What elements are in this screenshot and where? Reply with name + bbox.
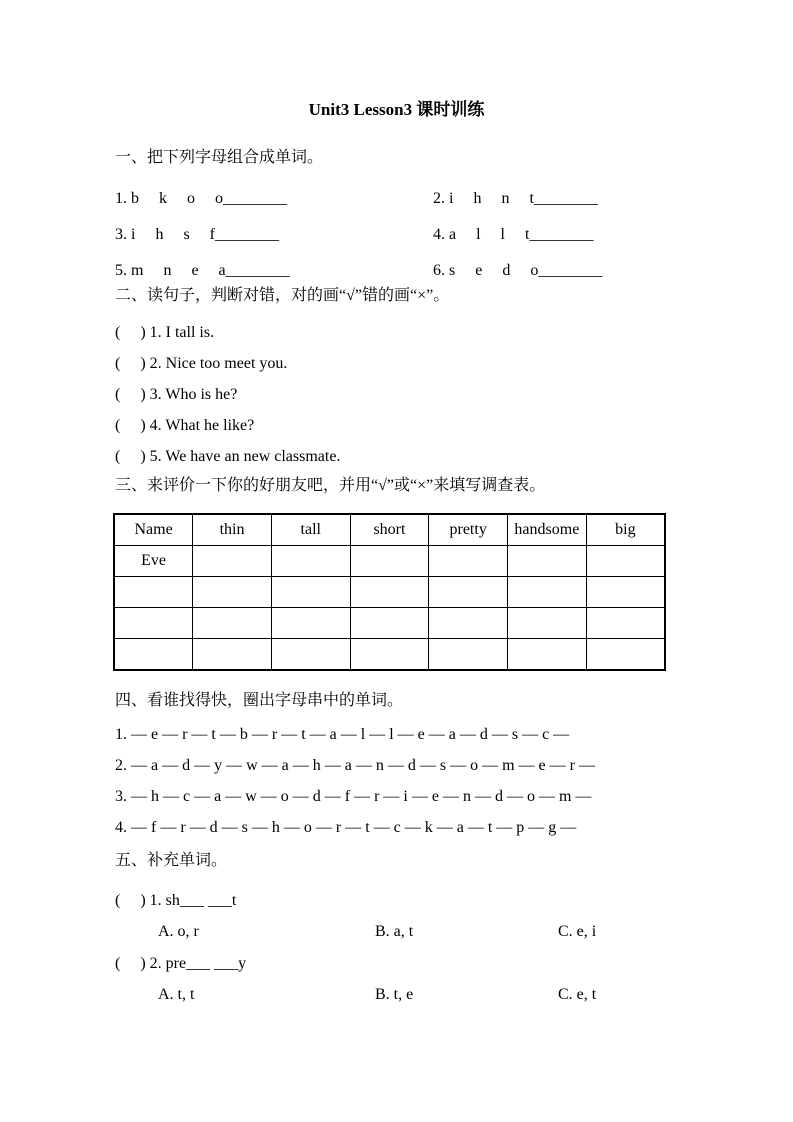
section-4-heading: 四、看谁找得快，圈出字母串中的单词。 [115,692,404,709]
table-cell [350,639,429,671]
table-cell [508,639,587,671]
word-item-4: 4. a l l t________ [433,226,594,243]
table-cell [271,639,350,671]
table-cell [193,639,272,671]
section-2-heading: 二、读句子，判断对错，对的画“√”错的画“×”。 [115,287,450,304]
worksheet-content [115,0,678,1005]
table-cell [114,608,193,639]
section-5-heading: 五、补充单词。 [115,852,228,869]
option-a: A. t, t [158,986,195,1003]
table-cell [193,608,272,639]
judge-item-4: ( ) 4. What he like? [115,417,255,434]
fill-question-2-options [115,985,678,1005]
table-cell [429,639,508,671]
option-b: B. t, e [375,986,414,1003]
table-cell [350,546,429,577]
table-row [114,546,665,577]
judge-item-1: ( ) 1. I tall is. [115,324,215,341]
worksheet-title: Unit3 Lesson3 课时训练 [308,100,485,119]
table-row [114,608,665,639]
table-cell [586,577,665,608]
table-row [114,639,665,671]
letter-string-1: 1. — e — r — t — b — r — t — a — l — l — e — a — d — s — c — [115,726,570,743]
section-3-heading: 三、来评价一下你的好朋友吧，并用“√”或“×”来填写调查表。 [115,477,546,494]
table-header-big: big [586,514,665,546]
table-cell [429,608,508,639]
table-header-name: Name [114,514,193,546]
letter-string-3: 3. — h — c — a — w — o — d — f — r — i — e — n — d — o — m — [115,788,592,805]
table-cell [350,608,429,639]
table-cell [429,577,508,608]
table-cell-name-eve: Eve [114,546,193,577]
table-cell [114,639,193,671]
table-header-tall: tall [271,514,350,546]
table-cell [193,577,272,608]
table-cell [508,546,587,577]
table-cell [586,639,665,671]
table-cell [193,546,272,577]
word-item-3: 3. i h s f________ [115,226,279,243]
table-cell [271,608,350,639]
table-cell [271,577,350,608]
option-c: C. e, t [558,986,597,1003]
fill-question-1-options [115,922,678,942]
section-1-heading: 一、把下列字母组合成单词。 [115,149,324,166]
letter-string-4: 4. — f — r — d — s — h — o — r — t — c — k — a — t — p — g — [115,819,577,836]
judge-item-3: ( ) 3. Who is he? [115,386,238,403]
table-cell [429,546,508,577]
survey-table-header-row [114,514,665,546]
survey-table [113,513,666,671]
word-item-5: 5. m n e a________ [115,262,290,279]
table-header-thin: thin [193,514,272,546]
option-b: B. a, t [375,923,414,940]
table-row [114,577,665,608]
table-cell [508,608,587,639]
table-cell [350,577,429,608]
option-c: C. e, i [558,923,597,940]
fill-question-2-stem: ( ) 2. pre___ ___y [115,955,247,972]
judge-item-2: ( ) 2. Nice too meet you. [115,355,288,372]
table-cell [508,577,587,608]
table-header-pretty: pretty [429,514,508,546]
table-cell [586,608,665,639]
table-cell [114,577,193,608]
judge-item-5: ( ) 5. We have an new classmate. [115,448,341,465]
word-item-6: 6. s e d o________ [433,262,603,279]
table-cell [271,546,350,577]
word-item-2: 2. i h n t________ [433,190,598,207]
table-header-short: short [350,514,429,546]
word-item-1: 1. b k o o________ [115,190,287,207]
table-header-handsome: handsome [508,514,587,546]
letter-string-2: 2. — a — d — y — w — a — h — a — n — d — s — o — m — e — r — [115,757,595,774]
section-1-items [115,189,678,281]
fill-question-1-stem: ( ) 1. sh___ ___t [115,892,237,909]
option-a: A. o, r [158,923,199,940]
table-cell [586,546,665,577]
